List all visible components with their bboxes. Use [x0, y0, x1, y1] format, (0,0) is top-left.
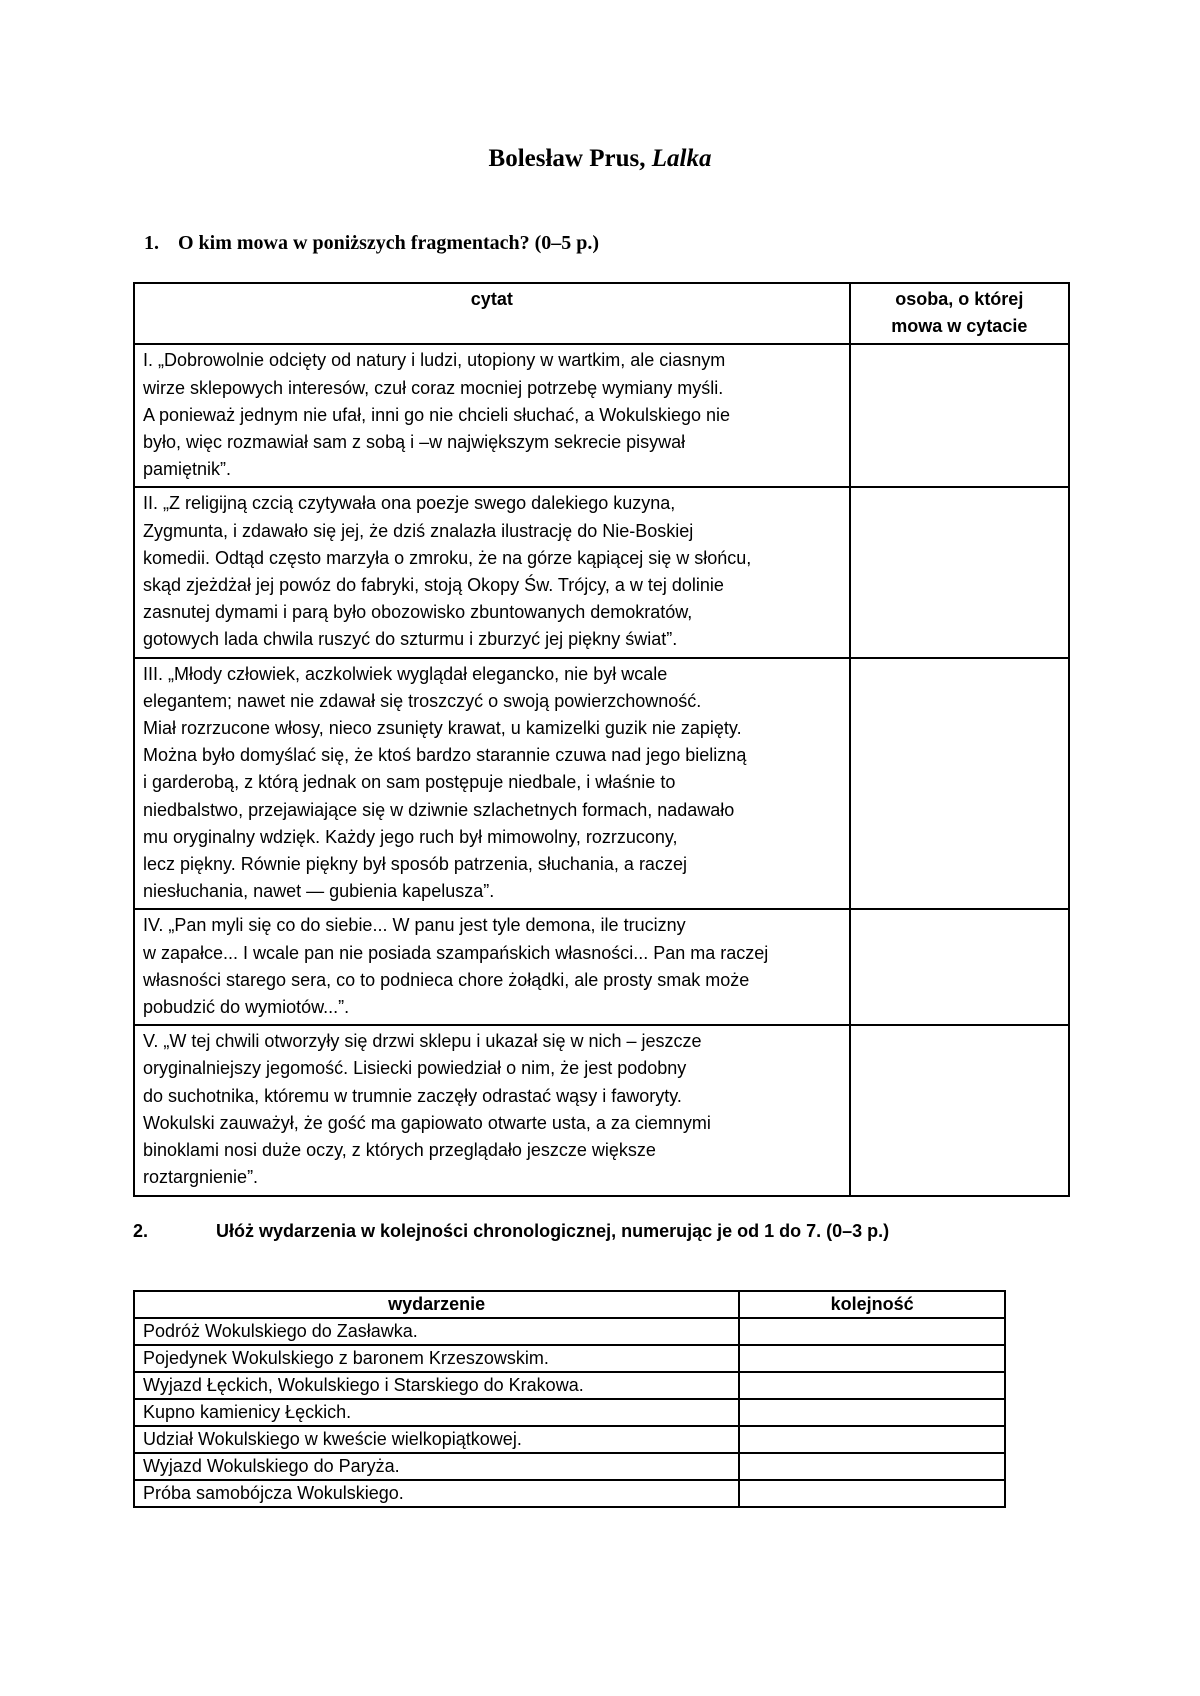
quote-cell: V. „W tej chwili otworzyły się drzwi sklepu i ukazał się w nich – jeszcze oryginalniejszy jegomość. Lisiecki powiedział o nim, że jest podobny do suchotnika, któremu w trumnie zaczęły odrastać wąsy i faworyty. Wokulski zauważył, że gość ma gapiowato otwarte usta, a za ciemnymi binoklami nosi duże oczy, z których przeglądało jeszcze większe roztargnienie”.: [134, 1025, 850, 1195]
table-row: [134, 1025, 1069, 1195]
table-row: [134, 1345, 1005, 1372]
quotes-table-header: [134, 283, 1069, 344]
title-work: Lalka: [651, 145, 712, 172]
order-cell[interactable]: [739, 1453, 1005, 1480]
order-cell[interactable]: [739, 1399, 1005, 1426]
answer-cell[interactable]: [850, 658, 1069, 910]
document-title: [0, 145, 1200, 173]
table-row: [134, 1453, 1005, 1480]
quote-cell: IV. „Pan myli się co do siebie... W panu jest tyle demona, ile trucizny w zapałce... I wcale pan nie posiada szampańskich własności... Pan ma raczej własności starego sera, co to podnieca chore żołądki, ale prosty smak może pobudzić do wymiotów...”.: [134, 909, 850, 1025]
header-order: kolejność: [739, 1291, 1005, 1318]
table-row: [134, 909, 1069, 1025]
event-cell: Kupno kamienicy Łęckich.: [134, 1399, 739, 1426]
event-cell: Podróż Wokulskiego do Zasławka.: [134, 1318, 739, 1345]
title-author: Bolesław Prus,: [488, 145, 652, 172]
table-row: [134, 658, 1069, 910]
event-cell: Pojedynek Wokulskiego z baronem Krzeszowskim.: [134, 1345, 739, 1372]
order-cell[interactable]: [739, 1345, 1005, 1372]
quote-cell: II. „Z religijną czcią czytywała ona poezje swego dalekiego kuzyna, Zygmunta, i zdawało się jej, że dziś znalazła ilustrację do Nie-Boskiej komedii. Odtąd często marzyła o zmroku, że na górze kąpiącej się w słońcu, skąd zjeżdżał jej powóz do fabryki, stoją Okopy Św. Trójcy, a w tej dolinie zasnutej dymami i parą było obozowisko zbuntowanych demokratów, gotowych lada chwila ruszyć do szturmu i zburzyć jej piękny świat”.: [134, 487, 850, 657]
header-event: wydarzenie: [134, 1291, 739, 1318]
quotes-table: [133, 282, 1070, 1197]
question-2-heading: [133, 1221, 889, 1242]
quote-cell: I. „Dobrowolnie odcięty od natury i ludzi, utopiony w wartkim, ale ciasnym wirze sklepowych interesów, czuł coraz mocniej potrzebę wymiany myśli. A ponieważ jednym nie ufał, inni go nie chcieli słuchać, a Wokulskiego nie było, więc rozmawiał sam z sobą i –w największym sekrecie pisywał pamiętnik”.: [134, 344, 850, 487]
event-cell: Udział Wokulskiego w kweście wielkopiątkowej.: [134, 1426, 739, 1453]
table-row: [134, 1318, 1005, 1345]
question-2-text: Ułóż wydarzenia w kolejności chronologicznej, numerując je od 1 do 7. (0–3 p.): [216, 1221, 890, 1241]
header-quote: cytat: [134, 283, 850, 344]
table-row: [134, 1480, 1005, 1507]
question-2-number: 2.: [133, 1221, 149, 1241]
question-1-number: 1.: [144, 232, 159, 254]
table-row: [134, 344, 1069, 487]
question-1-heading: [144, 232, 599, 255]
event-cell: Próba samobójcza Wokulskiego.: [134, 1480, 739, 1507]
event-cell: Wyjazd Wokulskiego do Paryża.: [134, 1453, 739, 1480]
answer-cell[interactable]: [850, 909, 1069, 1025]
events-table: [133, 1290, 1006, 1508]
order-cell[interactable]: [739, 1318, 1005, 1345]
table-row: [134, 1426, 1005, 1453]
header-person: osoba, o której mowa w cytacie: [850, 283, 1069, 344]
quote-cell: III. „Młody człowiek, aczkolwiek wyglądał elegancko, nie był wcale elegantem; nawet nie zdawał się troszczyć o swoją powierzchowność. Miał rozrzucone włosy, nieco zsunięty krawat, u kamizelki guzik nie zapięty. Można było domyślać się, że ktoś bardzo starannie czuwa nad jego bielizną i garderobą, z którą jednak on sam postępuje niedbale, i właśnie to niedbalstwo, przejawiające się w dziwnie szlachetnych formach, nadawało mu oryginalny wdzięk. Każdy jego ruch był mimowolny, rozrzucony, lecz piękny. Równie piękny był sposób patrzenia, słuchania, a raczej niesłuchania, nawet — gubienia kapelusza”.: [134, 658, 850, 910]
order-cell[interactable]: [739, 1426, 1005, 1453]
events-table-header: [134, 1291, 1005, 1318]
answer-cell[interactable]: [850, 344, 1069, 487]
table-row: [134, 1399, 1005, 1426]
order-cell[interactable]: [739, 1480, 1005, 1507]
table-row: [134, 1372, 1005, 1399]
answer-cell[interactable]: [850, 487, 1069, 657]
order-cell[interactable]: [739, 1372, 1005, 1399]
event-cell: Wyjazd Łęckich, Wokulskiego i Starskiego do Krakowa.: [134, 1372, 739, 1399]
table-row: [134, 487, 1069, 657]
answer-cell[interactable]: [850, 1025, 1069, 1195]
question-1-text: O kim mowa w poniższych fragmentach? (0–5 p.): [178, 232, 600, 254]
